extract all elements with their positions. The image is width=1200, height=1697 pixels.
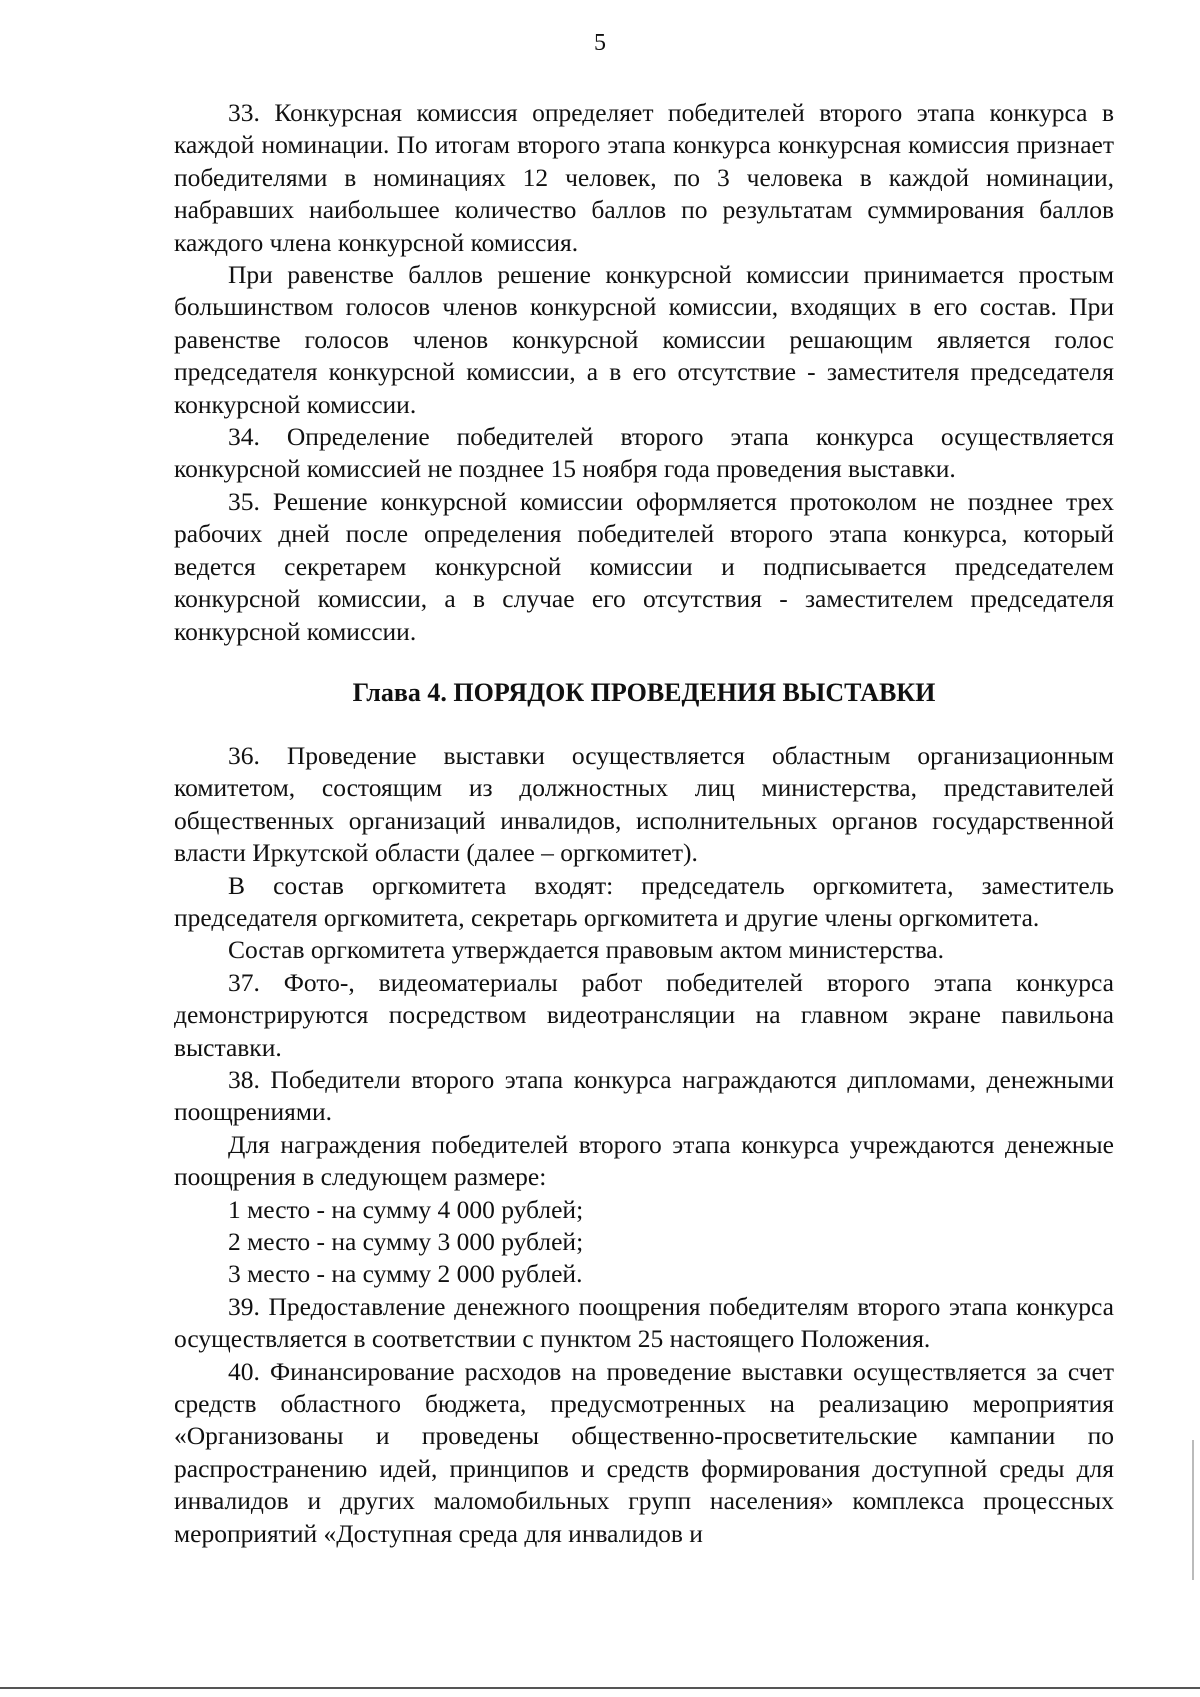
prize-third-place: 3 место - на сумму 2 000 рублей. — [228, 1259, 583, 1289]
scan-edge-shadow — [1192, 1440, 1194, 1580]
paragraph-36-composition: В состав оргкомитета входят: председатель оргкомитета, заместитель председателя оргкомитета, секретарь оргкомитета и другие члены оргкомитета. — [174, 870, 1114, 932]
paragraph-33-tie-rule: При равенстве баллов решение конкурсной комиссии принимается простым большинством голосов членов конкурсной комиссии, входящих в его состав. При равенстве голосов членов конкурсной комиссии решающим является голос председателя конкурсной комиссии, а в его отсутствие - заместителя председателя конкурсной комиссии. — [174, 260, 1114, 419]
paragraph-40: 40. Финансирование расходов на проведение выставки осуществляется за счет средств областного бюджета, предусмотренных на реализацию мероприятия «Организованы и проведены общественно-просветительские кампании по распространению идей, принципов и средств формирования доступной среды для инвалидов и других маломобильных групп населения» комплекса процессных мероприятий «Доступная среда для инвалидов и — [174, 1356, 1114, 1548]
paragraph-36-approval: Состав оргкомитета утверждается правовым актом министерства. — [228, 935, 945, 965]
paragraph-39: 39. Предоставление денежного поощрения победителям второго этапа конкурса осуществляется в соответствии с пунктом 25 настоящего Положения. — [174, 1291, 1114, 1354]
paragraph-35: 35. Решение конкурсной комиссии оформляется протоколом не позднее трех рабочих дней после определения победителей второго этапа конкурса, который ведется секретарем конкурсной комиссии и подписывается председателем конкурсной комиссии, а в случае его отсутствия - заместителем председателя конкурсной комиссии. — [174, 486, 1114, 646]
chapter-heading: Глава 4. ПОРЯДОК ПРОВЕДЕНИЯ ВЫСТАВКИ — [352, 677, 936, 707]
prize-second-place: 2 место - на сумму 3 000 рублей; — [228, 1227, 584, 1256]
paragraph-38: 38. Победители второго этапа конкурса награждаются дипломами, денежными поощрениями. — [174, 1064, 1114, 1127]
paragraph-36: 36. Проведение выставки осуществляется областным организационным комитетом, состоящим из должностных лиц министерства, представителей общественных организаций инвалидов, исполнительных органов государственной власти Иркутской области (далее – оргкомитет). — [174, 740, 1114, 868]
scan-bottom-edge — [0, 1687, 1200, 1689]
paragraph-37: 37. Фото-, видеоматериалы работ победителей второго этапа конкурса демонстрируются посредством видеотрансляции на главном экране павильона выставки. — [174, 967, 1114, 1062]
page-number: 5 — [594, 30, 606, 56]
paragraph-38-prizes-intro: Для награждения победителей второго этапа конкурса учреждаются денежные поощрения в следующем размере: — [174, 1129, 1114, 1192]
paragraph-33: 33. Конкурсная комиссия определяет победителей второго этапа конкурса в каждой номинации. По итогам второго этапа конкурса конкурсная комиссия признает победителями в номинациях 12 человек, по 3 человека в каждой номинации, набравших наибольшее количество баллов по результатам суммирования баллов каждого члена конкурсной комиссия. — [174, 98, 1114, 257]
paragraph-34: 34. Определение победителей второго этапа конкурса осуществляется конкурсной комиссией не позднее 15 ноября года проведения выставки. — [174, 422, 1114, 484]
document-body — [174, 97, 1114, 1550]
prize-first-place: 1 место - на сумму 4 000 рублей; — [228, 1194, 584, 1224]
